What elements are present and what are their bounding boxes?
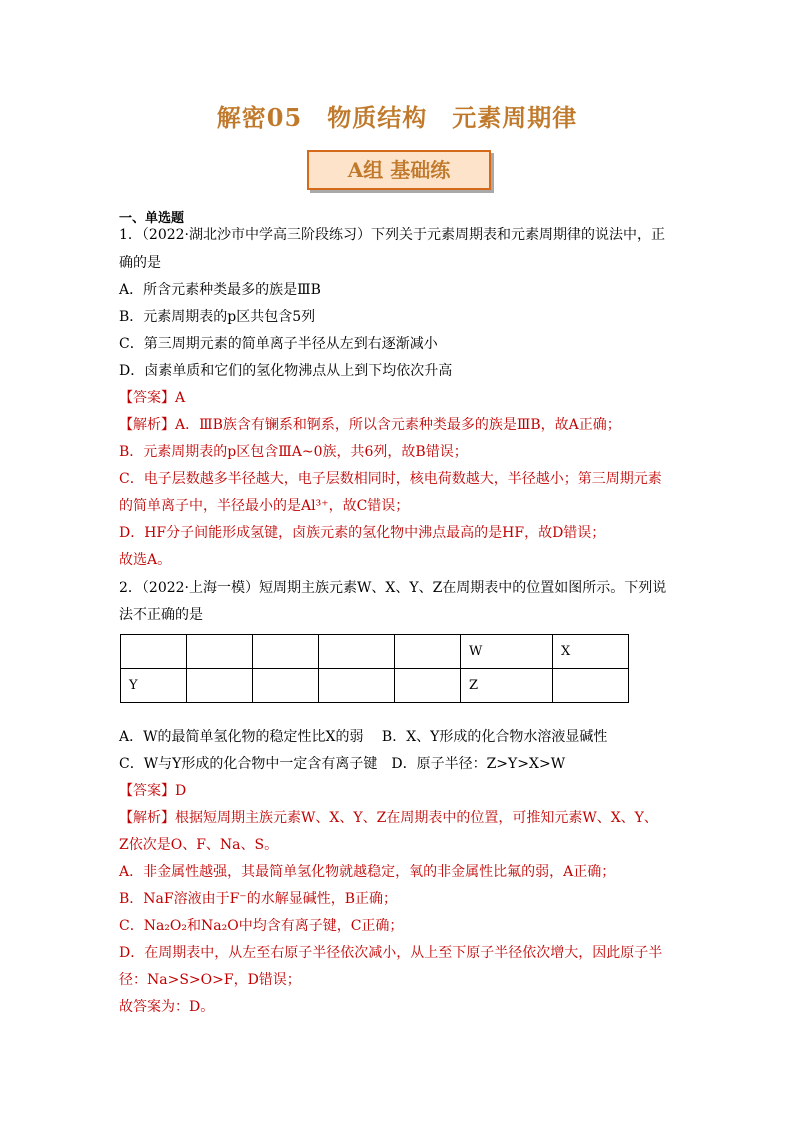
q1-option-a: A．所含元素种类最多的族是ⅢB — [119, 282, 321, 298]
table-cell: Z — [461, 669, 553, 703]
q1-analysis-line: D．HF分子间能形成氢键，卤族元素的氢化物中沸点最高的是HF，故D错误； — [119, 525, 606, 541]
table-cell — [553, 669, 629, 703]
q2-analysis-line: Z依次是O、F、Na、S。 — [119, 837, 279, 853]
table-cell — [187, 669, 253, 703]
q2-analysis-line: A．非金属性越强，其最简单氢化物就越稳定，氧的非金属性比氟的弱，A正确； — [119, 864, 616, 880]
q1-analysis-line: B．元素周期表的p区包含ⅢA~0族，共6列，故B错误； — [119, 444, 468, 460]
table-cell: X — [553, 635, 629, 669]
q2-options-line2: C．W与Y形成的化合物中一定含有离子键 D．原子半径：Z>Y>X>W — [119, 756, 566, 772]
q1-analysis-line: 的简单离子中，半径最小的是Al³⁺，故C错误； — [119, 498, 410, 514]
q1-answer: 【答案】A — [119, 390, 186, 406]
q1-analysis-line: 【解析】A．ⅢB族含有镧系和锕系，所以含元素种类最多的族是ⅢB，故A正确； — [119, 417, 621, 433]
table-row — [121, 669, 629, 703]
table-cell — [253, 669, 319, 703]
table-cell — [253, 635, 319, 669]
section-heading: 一、单选题 — [119, 211, 185, 226]
q2-analysis-line: D．在周期表中，从左至右原子半径依次减小，从上至下原子半径依次增大，因此原子半 — [119, 945, 663, 961]
table-cell — [187, 635, 253, 669]
page-title: 解密05 物质结构 元素周期律 — [216, 103, 578, 132]
q1-option-d: D．卤素单质和它们的氢化物沸点从上到下均依次升高 — [119, 363, 453, 379]
table-cell: Y — [121, 669, 187, 703]
q2-options-line1: A．W的最简单氢化物的稳定性比X的弱 B．X、Y形成的化合物水溶液显碱性 — [119, 729, 608, 745]
q1-option-c: C．第三周期元素的简单离子半径从左到右逐渐减小 — [119, 336, 438, 352]
q1-analysis-line: C．电子层数越多半径越大，电子层数相同时，核电荷数越大，半径越小；第三周期元素 — [119, 471, 662, 487]
q2-analysis-line: B．NaF溶液由于F⁻的水解显碱性，B正确； — [119, 891, 397, 907]
q2-stem-line1: 2．（2022·上海一模）短周期主族元素W、X、Y、Z在周期表中的位置如图所示。下列说 — [119, 580, 667, 596]
table-cell — [395, 635, 461, 669]
q2-analysis-line: 故答案为：D。 — [119, 999, 215, 1015]
q1-option-b: B．元素周期表的p区共包含5列 — [119, 309, 316, 325]
table-cell — [319, 635, 395, 669]
table-row — [121, 635, 629, 669]
q2-answer: 【答案】D — [119, 783, 187, 799]
table-cell: W — [461, 635, 553, 669]
q1-stem-line2: 确的是 — [119, 255, 161, 271]
periodic-position-table — [120, 634, 629, 703]
q2-analysis-line: 径：Na>S>O>F，D错误； — [119, 972, 301, 988]
q2-analysis-line: C．Na₂O₂和Na₂O中均含有离子键，C正确； — [119, 918, 404, 934]
table-cell — [319, 669, 395, 703]
q2-stem-line2: 法不正确的是 — [119, 607, 203, 623]
table-cell — [121, 635, 187, 669]
table-cell — [395, 669, 461, 703]
q1-analysis-line: 故选A。 — [119, 552, 172, 568]
q1-stem-line1: 1．（2022·湖北沙市中学高三阶段练习）下列关于元素周期表和元素周期律的说法中，正 — [119, 227, 665, 243]
group-label-box: A组 基础练 — [307, 150, 491, 190]
q2-analysis-line: 【解析】根据短周期主族元素W、X、Y、Z在周期表中的位置，可推知元素W、X、Y、 — [119, 810, 658, 826]
